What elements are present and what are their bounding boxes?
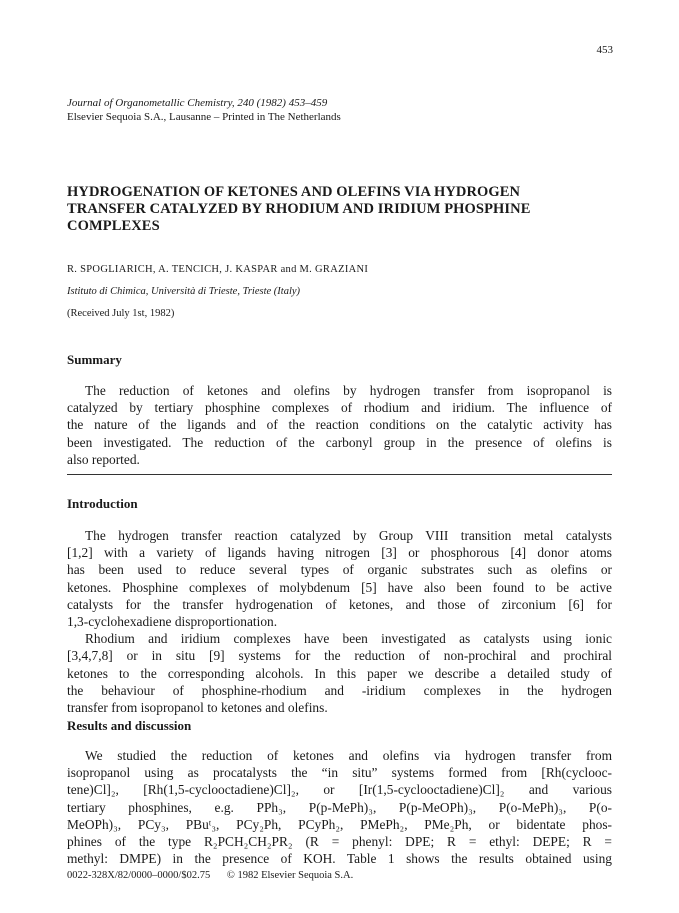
article-title bbox=[67, 184, 612, 235]
text-line: also reported. bbox=[67, 451, 140, 467]
results-heading: Results and discussion bbox=[67, 718, 192, 733]
text-line: transfer from isopropanol to ketones and olefins. bbox=[67, 700, 328, 716]
results-paragraph bbox=[67, 747, 612, 867]
text-line: tertiary phosphines, e.g. PPh₃, P(p-MePh)₃, P(p-MeOPh)₃, P(o-MePh)₃, P(o- bbox=[67, 799, 612, 815]
text-line: phines of the type R₂PCH₂CH₂PR₂ (R = phenyl: DPE; R = ethyl: DEPE; R = bbox=[67, 834, 612, 850]
title-line: TRANSFER CATALYZED BY RHODIUM AND IRIDIUM PHOSPHINE bbox=[67, 201, 531, 217]
text-line: ketones. Phosphine complexes of molybdenum [5] have also been found to be active bbox=[67, 579, 612, 595]
text-line: ketones to the corresponding alcohols. In this paper we describe a detailed study of bbox=[67, 665, 612, 681]
affiliation: Istituto di Chimica, Università di Trieste, Trieste (Italy) bbox=[67, 286, 301, 297]
text-line: We studied the reduction of ketones and olefins via hydrogen transfer from bbox=[85, 748, 612, 763]
text-line: tene)Cl]₂, [Rh(1,5-cyclooctadiene)Cl]₂, or [Ir(1,5-cyclooctadiene)Cl]₂ and various bbox=[67, 782, 612, 798]
journal-publisher: Elsevier Sequoia S.A., Lausanne – Printed in The Netherlands bbox=[67, 111, 341, 123]
text-line: [1,2] with a variety of ligands having nitrogen [3] or phosphorous [4] donor atoms bbox=[67, 545, 612, 561]
page-footer bbox=[67, 870, 367, 881]
text-line: has been used to reduce several types of organic substrates such as olefins or bbox=[67, 562, 612, 578]
section-divider bbox=[67, 474, 612, 475]
copyright-notice: © 1982 Elsevier Sequoia S.A. bbox=[226, 870, 354, 881]
page-number: 453 bbox=[596, 44, 613, 56]
authors: R. SPOGLIARICH, A. TENCICH, J. KASPAR and M. GRAZIANI bbox=[67, 264, 369, 275]
received-date: (Received July 1st, 1982) bbox=[67, 308, 175, 319]
title-line: HYDROGENATION OF KETONES AND OLEFINS VIA HYDROGEN bbox=[67, 184, 521, 200]
text-line: catalysts for the transfer hydrogenation of ketones, and those of zirconium [6] for bbox=[67, 596, 612, 612]
text-line: Rhodium and iridium complexes have been investigated as catalysts using ionic bbox=[85, 631, 612, 647]
text-line: isopropanol using as procatalysts the “in situ” systems formed from [Rh(cyclooc- bbox=[67, 765, 612, 781]
text-line: The hydrogen transfer reaction catalyzed by Group VIII transition metal catalysts bbox=[85, 528, 612, 543]
journal-header bbox=[67, 96, 341, 124]
text-line: The reduction of ketones and olefins by hydrogen transfer from isopropanol is bbox=[85, 383, 612, 398]
issn-code: 0022-328X/82/0000–0000/$02.75 bbox=[67, 870, 211, 881]
text-line: the nature of the ligands and of the reaction conditions on the catalytic activity has bbox=[67, 417, 612, 433]
introduction-paragraph bbox=[67, 527, 612, 716]
summary-heading: Summary bbox=[67, 352, 122, 367]
text-line: been investigated. The reduction of the carbonyl group in the presence of olefins is bbox=[67, 434, 612, 450]
text-line: MeOPh)₃, PCy₃, PBuᵗ₃, PCy₂Ph, PCyPh₂, PMePh₂, PMe₂Ph, or bidentate phos- bbox=[67, 816, 612, 832]
summary-paragraph bbox=[67, 382, 612, 468]
journal-citation: Journal of Organometallic Chemistry, 240 (1982) 453–459 bbox=[67, 97, 328, 109]
text-line: methyl: DMPE) in the presence of KOH. Table 1 shows the results obtained using bbox=[67, 851, 612, 867]
title-line: COMPLEXES bbox=[67, 218, 160, 234]
text-line: the behaviour of phosphine-rhodium and -iridium complexes in the hydrogen bbox=[67, 682, 612, 698]
text-line: [3,4,7,8] or in situ [9] systems for the reduction of non-prochiral and prochiral bbox=[67, 648, 612, 664]
text-line: 1,3-cyclohexadiene disproportionation. bbox=[67, 614, 278, 630]
introduction-heading: Introduction bbox=[67, 496, 138, 511]
text-line: catalyzed by tertiary phosphine complexes of rhodium and iridium. The influence of bbox=[67, 400, 612, 416]
